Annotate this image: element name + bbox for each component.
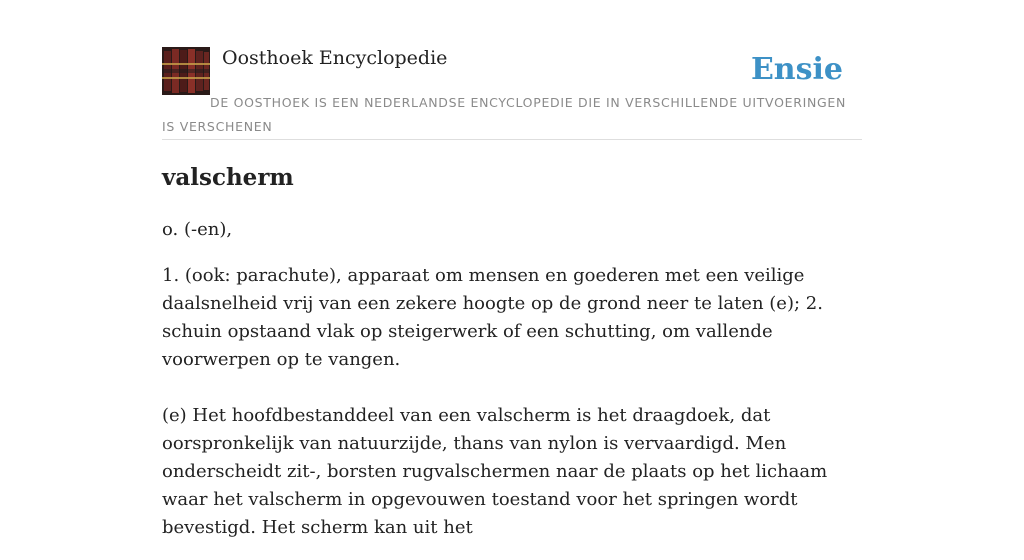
- header: [162, 46, 862, 140]
- definition-paragraph: 1. (ook: parachute), apparaat om mensen en goederen met een veilige daalsnelheid vrij van een zekere hoogte op de grond neer te laten (e); 2. schuin opstaand vlak op steigerwerk of een schutting, om vallende voorwerpen op te vangen.: [162, 265, 823, 370]
- page-title: valscherm: [162, 164, 294, 191]
- grammar-note: o. (-en),: [162, 219, 233, 240]
- site-name-link[interactable]: Oosthoek Encyclopedie: [222, 47, 448, 69]
- ensie-logo[interactable]: Ensie: [750, 52, 843, 87]
- article-body: [162, 216, 862, 560]
- site-tagline: DE OOSTHOEK IS EEN NEDERLANDSE ENCYCLOPEDIE DIE IN VERSCHILLENDE UITVOERINGEN IS VERSCHENEN: [162, 95, 847, 134]
- encyclopedic-paragraph: (e) Het hoofdbestanddeel van een valscherm is het draagdoek, dat oorspronkelijk van natuurzijde, thans van nylon is vervaardigd. Men onderscheidt zit-, borsten rugvalschermen naar de plaats op het lichaam waar het valscherm in opgevouwen toestand voor het springen wordt bevestigd. Het scherm kan uit het: [162, 405, 828, 538]
- books-icon: [162, 47, 210, 95]
- book-spines-avatar[interactable]: [162, 47, 210, 95]
- paragraph-spacer: [162, 392, 862, 402]
